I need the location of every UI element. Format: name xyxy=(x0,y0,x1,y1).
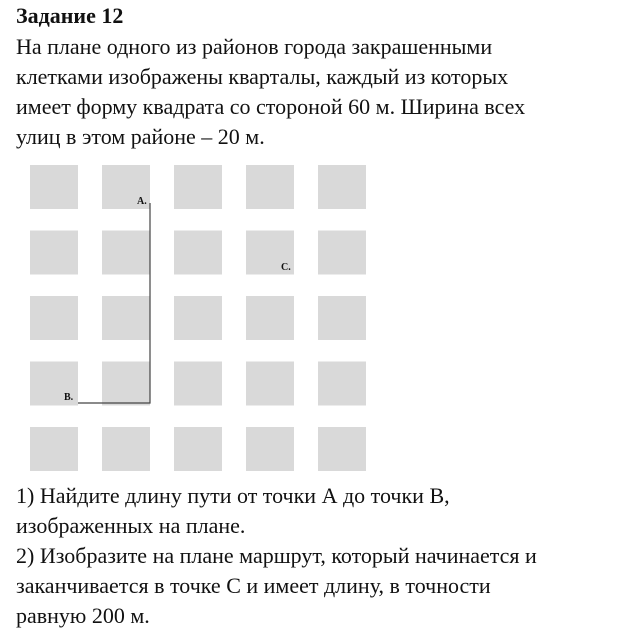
city-block xyxy=(318,427,366,471)
city-block xyxy=(30,231,78,275)
city-block xyxy=(30,427,78,471)
city-block xyxy=(30,296,78,340)
city-district-plan xyxy=(0,160,400,480)
city-block xyxy=(174,427,222,471)
statement-line: клетками изображены кварталы, каждый из которых xyxy=(16,64,509,89)
point-b-label: В. xyxy=(64,392,74,403)
city-blocks-grid xyxy=(30,165,366,471)
city-block xyxy=(174,165,222,209)
problem-statement xyxy=(16,32,631,152)
city-block xyxy=(246,296,294,340)
city-block xyxy=(102,427,150,471)
city-block xyxy=(246,165,294,209)
city-block xyxy=(318,231,366,275)
statement-line: улиц в этом районе – 20 м. xyxy=(16,124,265,149)
statement-line: На плане одного из районов города закрашенными xyxy=(16,34,493,59)
statement-line: имеет форму квадрата со стороной 60 м. Ширина всех xyxy=(16,94,526,119)
city-block xyxy=(318,362,366,406)
task-1-line: изображенных на плане. xyxy=(16,513,246,538)
city-block xyxy=(102,231,150,275)
task-2-line: заканчивается в точке С и имеет длину, в точности xyxy=(16,573,491,598)
city-block xyxy=(246,427,294,471)
city-block xyxy=(174,231,222,275)
task-2-line: 2) Изобразите на плане маршрут, который начинается и xyxy=(16,543,537,568)
city-block xyxy=(102,296,150,340)
task-1-line: 1) Найдите длину пути от точки А до точки В, xyxy=(16,483,450,508)
city-block xyxy=(174,296,222,340)
point-a-label: А. xyxy=(137,196,147,207)
task-questions xyxy=(16,481,636,631)
city-block xyxy=(246,362,294,406)
city-block xyxy=(174,362,222,406)
city-block xyxy=(318,165,366,209)
city-block xyxy=(318,296,366,340)
city-block xyxy=(102,362,150,406)
task-title: Задание 12 xyxy=(16,3,124,28)
task-2-line: равную 200 м. xyxy=(16,603,150,628)
city-block xyxy=(30,165,78,209)
point-c-label: С. xyxy=(281,262,291,273)
